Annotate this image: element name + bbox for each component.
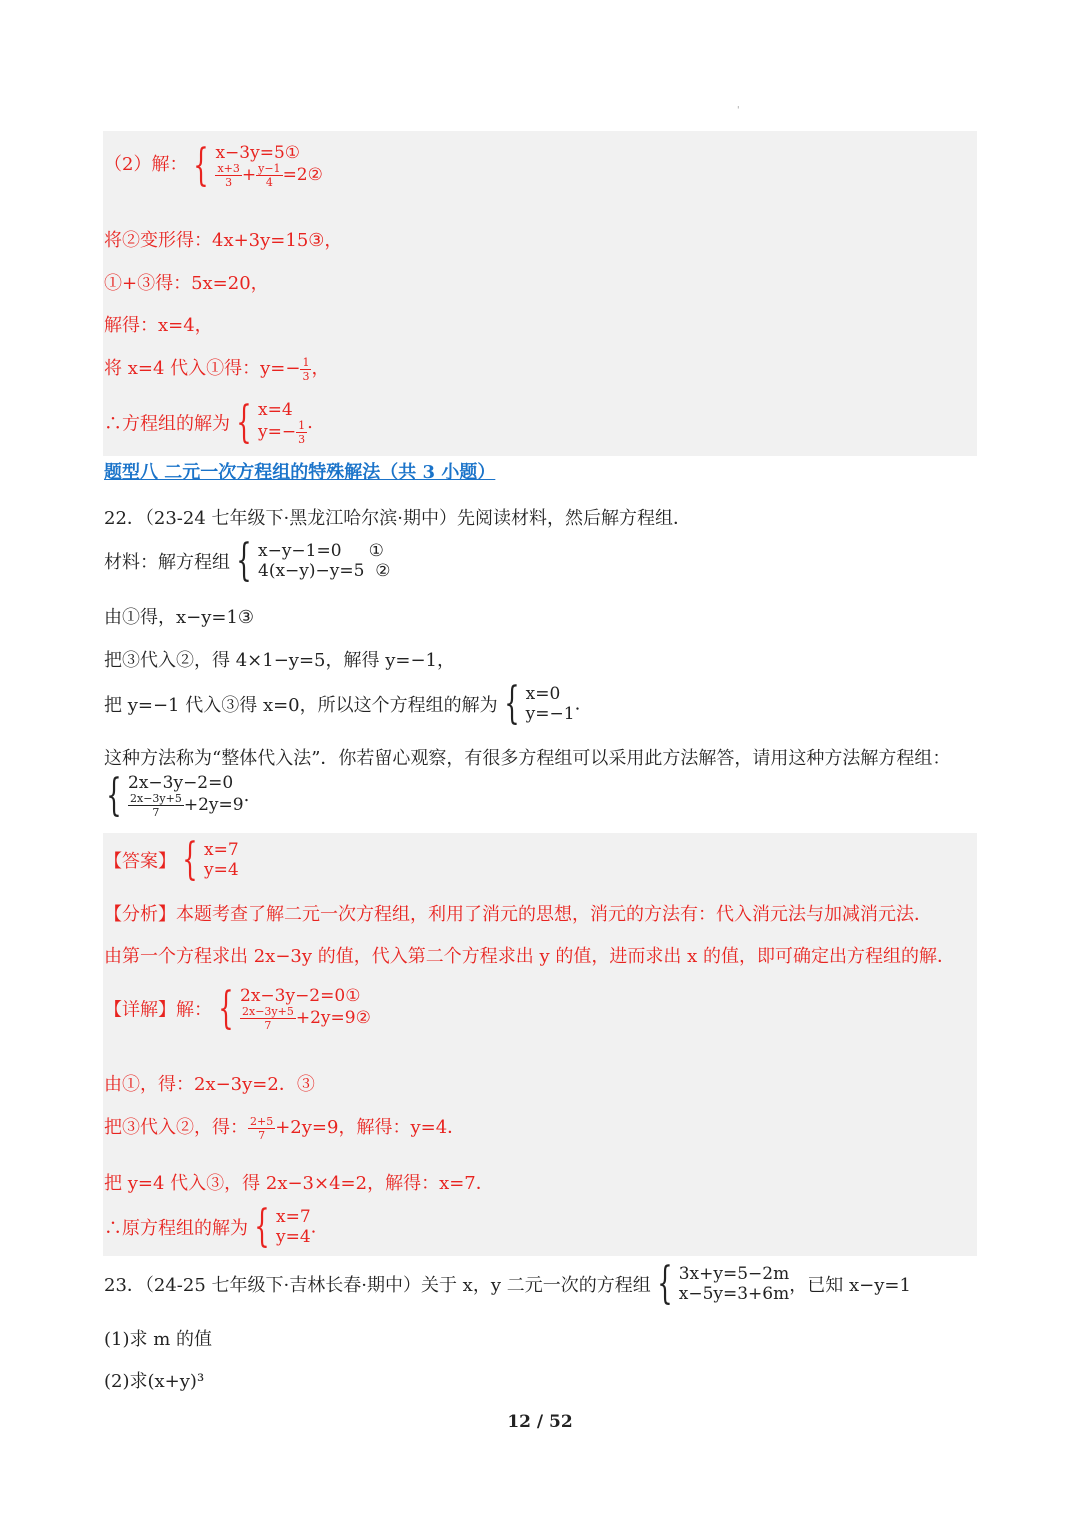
block1-sys-row2: $\frac{x+3}{3}$ + $\frac{y-1}{4}$ =2② [217,162,323,190]
q22-title: 22．（23-24 七年级下·黑龙江哈尔滨·期中）先阅读材料，然后解方程组． [104,508,691,529]
q22-answer: 【答案】 { x=7 y=4 [104,834,239,885]
header-mark: ' [737,106,740,116]
q22-detail-3: 把 y=4 代入③，得 2x−3×4=2，解得：x=7． [104,1173,494,1194]
q22-detail-system: 【详解】解： { 2x−3y−2=0① $\frac{2x-3y+5}{7}$ +2y=9② [104,982,371,1034]
q23-part1: (1)求 m 的值 [104,1329,213,1350]
block1-line3: 解得：x=4， [104,315,213,336]
q22-analysis-2: 由第一个方程求出 2x−3y 的值，代入第二个方程求出 y 的值，进而求出 x 的值，即可确定出方程组的解． [104,946,955,967]
q22-step1: 由①得，x−y=1③ [104,607,255,628]
block1-line5: ∴方程组的解为 { x=4 y=− $\frac{1}{3}$ . [104,396,313,448]
q22-detail-2: 把③代入②，得： $\frac{2+5}{7}$ +2y=9，解得：y=4． [104,1114,466,1142]
block1-line1: 将②变形得：4x+3y=15③， [104,230,343,251]
q23-title: 23．（24-25 七年级下·吉林长春·期中）关于 x，y 二元一次的方程组 { 3x+y=5−2m x−5y=3+6m ，已知 x−y=1 [104,1258,911,1309]
page-number: 12 / 52 [507,1412,573,1432]
block1-line4: 将 x=4 代入①得：y=− $\frac{1}{3}$ ， [104,355,330,383]
q22-detail-4: ∴原方程组的解为 { x=7 y=4 . [104,1201,317,1252]
block1-system: { x−3y=5① $\frac{x+3}{3}$ + $\frac{y-1}{4}$ =2② [193,139,323,191]
section-heading: 题型八 二元一次方程组的特殊解法（共 3 小题） [104,462,496,483]
q22-step3: 把 y=−1 代入③得 x=0，所以这个方程组的解为 { x=0 y=−1 . [104,678,581,729]
block1-line2: ①+③得：5x=20， [104,273,269,294]
q22-step2: 把③代入②，得 4×1−y=5，解得 y=−1， [104,650,455,671]
q22-analysis-1: 【分析】本题考查了解二元一次方程组，利用了消元的思想，消元的方法有：代入消元法与加减消元法． [104,904,932,925]
q22-material: 材料：解方程组 { x−y−1=0 ① 4(x−y)−y=5 ② [104,535,391,586]
q23-part2: (2)求(x+y)³ [104,1371,205,1392]
q22-instruction: 这种方法称为“整体代入法”．你若留心观察，有很多方程组可以采用此方法解答，请用这种方法解方程组： [104,748,951,769]
block1-part2-label: （2）解： [104,153,188,175]
q22-detail-1: 由①，得：2x−3y=2．③ [104,1074,315,1095]
block1-sys-row1: x−3y=5① [215,143,301,163]
block1-system-line [104,139,323,191]
q22-task-system: { 2x−3y−2=0 $\frac{2x-3y+5}{7}$ +2y=9 . [106,769,250,821]
